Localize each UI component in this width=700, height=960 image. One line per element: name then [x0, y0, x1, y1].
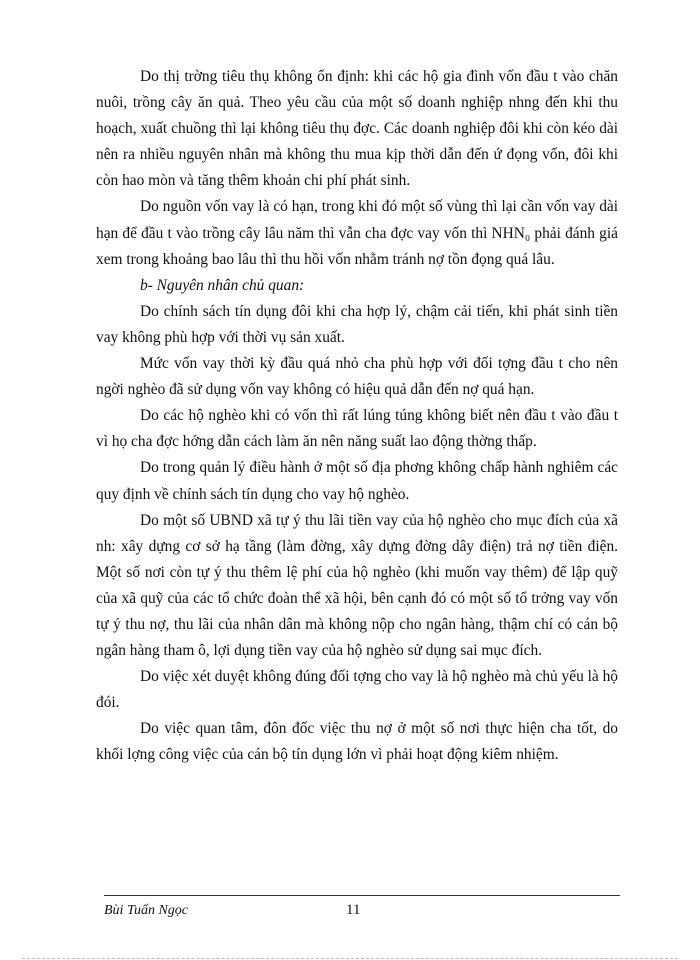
paragraph-local-management: Do trong quản lý điều hành ở một số địa phơng không chấp hành nghiêm các quy định về chính sách tín dụng cho vay hộ nghèo.: [96, 459, 618, 503]
paragraph-credit-policy: Do chính sách tín dụng đôi khi cha hợp lý, chậm cải tiến, khi phát sinh tiền vay không phù hợp với thời vụ sản xuất.: [96, 302, 618, 346]
footer-author: Bùi Tuấn Ngọc: [104, 903, 189, 918]
footer-divider: [104, 895, 620, 896]
page-bottom-border: [22, 958, 678, 959]
document-body: [96, 64, 618, 769]
paragraph-debt-collection: Do việc quan tâm, đôn đốc việc thu nợ ở một số nơi thực hiện cha tốt, do khối lợng công việc của cán bộ tín dụng lớn vì phải hoạt động kiêm nhiệm.: [96, 720, 618, 764]
paragraph-limited-capital: Do nguồn vốn vay là có hạn, trong khi đó một số vùng thì lại cần vốn vay dài hạn để đầu t vào trồng cây lâu năm thì vẫn cha đợc vay vốn thì NHN₀ phải đánh giá xem trong khoảng bao lâu thì thu hồi vốn nhằm tránh nợ tồn đọng quá lâu.: [96, 198, 618, 268]
paragraph-commune-fees: Do một số UBND xã tự ý thu lãi tiền vay của hộ nghèo cho mục đích của xã nh: xây dựng cơ sở hạ tầng (làm đờng, xây dựng đờng dây điện) trả nợ tiền điện. Một số nơi còn tự ý thu thêm lệ phí của hộ nghèo (khi muốn vay thêm) để lập quỹ của xã quỹ của các tổ chức đoàn thể xã hội, bên cạnh đó có một số tổ trởng vay vốn tự ý thu nợ, thu lãi của nhân dân mà không nộp cho ngân hàng, thậm chí có cán bộ ngân hàng tham ô, lợi dụng tiền vay của hộ nghèo sử dụng sai mục đích.: [96, 511, 618, 660]
paragraph-wrong-beneficiaries: Do việc xét duyệt không đúng đối tợng cho vay là hộ nghèo mà chủ yếu là hộ đói.: [96, 668, 618, 712]
paragraph-poor-households: Do các hộ nghèo khi có vốn thì rất lúng túng không biết nên đầu t vào đầu t vì họ cha đợc hớng dẫn cách làm ăn nên năng suất lao động thờng thấp.: [96, 407, 618, 451]
paragraph-loan-size: Mức vốn vay thời kỳ đầu quá nhỏ cha phù hợp với đối tợng đầu t cho nên ngời nghèo đã sử dụng vốn vay không có hiệu quả dẫn đến nợ quá hạn.: [96, 355, 618, 399]
page-number: 11: [346, 902, 361, 918]
paragraph-market-instability: Do thị trờng tiêu thụ không ổn định: khi các hộ gia đình vốn đầu t vào chăn nuôi, trồng cây ăn quả. Theo yêu cầu của một số doanh nghiệp nhng đến khi thu hoạch, xuất chuồng thì lại không tiêu thụ đợc. Các doanh nghiệp đôi khi còn kéo dài nên ra nhiều nguyên nhân mà không thu mua kịp thời dẫn đến ứ đọng vốn, đôi khi còn hao mòn và tăng thêm khoản chi phí phát sinh.: [96, 68, 618, 190]
section-heading-subjective-causes: b- Nguyên nhân chủ quan:: [140, 276, 305, 294]
